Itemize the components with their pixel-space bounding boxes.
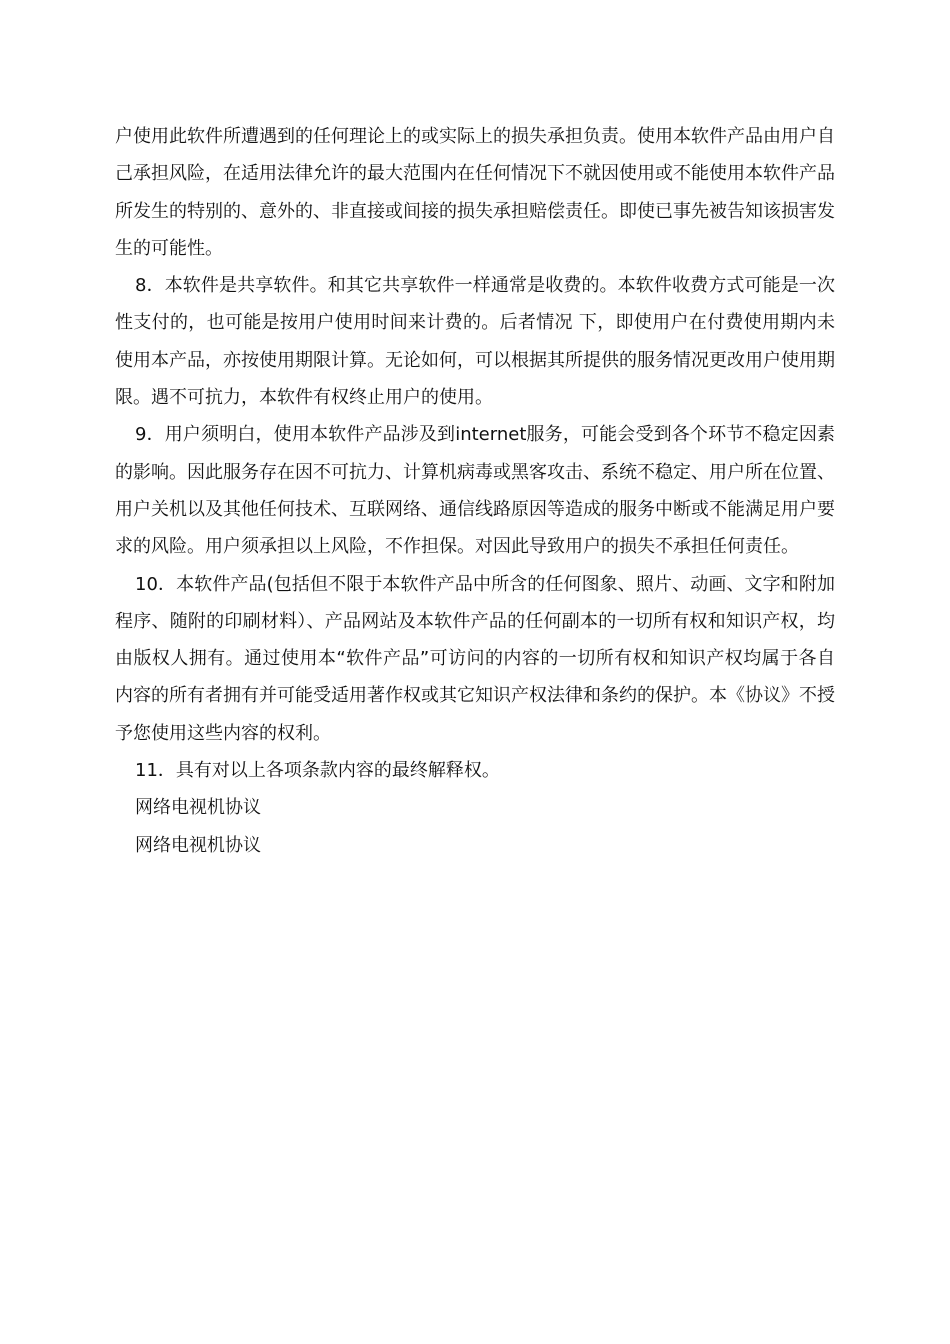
paragraph-footer-title-repeat: 网络电视机协议 [135, 834, 261, 856]
document-body [115, 118, 835, 864]
paragraph-continuation: 户使用此软件所遭遇到的任何理论上的或实际上的损失承担负责。使用本软件产品由用户自己承担风险，在适用法律允许的最大范围内在任何情况下不就因使用或不能使用本软件产品所发生的特别的、意外的、非直接或间接的损失承担赔偿责任。即使已事先被告知该损害发生的可能性。 [115, 126, 835, 259]
paragraph-clause-10: 10．本软件产品(包括但不限于本软件产品中所含的任何图象、照片、动画、文字和附加程序、随附的印刷材料）、产品网站及本软件产品的任何副本的一切所有权和知识产权，均由版权人拥有。通过使用本“软件产品”可访问的内容的一切所有权和知识产权均属于各自内容的所有者拥有并可能受适用著作权或其它知识产权法律和条约的保护。本《协议》不授予您使用这些内容的权利。 [115, 573, 835, 744]
paragraph-clause-11: 11．具有对以上各项条款内容的最终解释权。 [135, 760, 500, 782]
paragraph-clause-9: 9．用户须明白，使用本软件产品涉及到internet服务，可能会受到各个环节不稳定因素的影响。因此服务存在因不可抗力、计算机病毒或黑客攻击、系统不稳定、用户所在位置、用户关机以及其他任何技术、互联网络、通信线路原因等造成的服务中断或不能满足用户要求的风险。用户须承担以上风险，不作担保。对因此导致用户的损失不承担任何责任。 [115, 424, 835, 558]
paragraph-footer-title: 网络电视机协议 [135, 797, 261, 819]
paragraph-clause-8: 8．本软件是共享软件。和其它共享软件一样通常是收费的。本软件收费方式可能是一次性支付的，也可能是按用户使用时间来计费的。后者情况 下，即使用户在付费使用期内未使用本产品，亦按使用期限计算。无论如何，可以根据其所提供的服务情况更改用户使用期限。遇不可抗力，本软件有权终止用户的使用。 [115, 275, 835, 409]
